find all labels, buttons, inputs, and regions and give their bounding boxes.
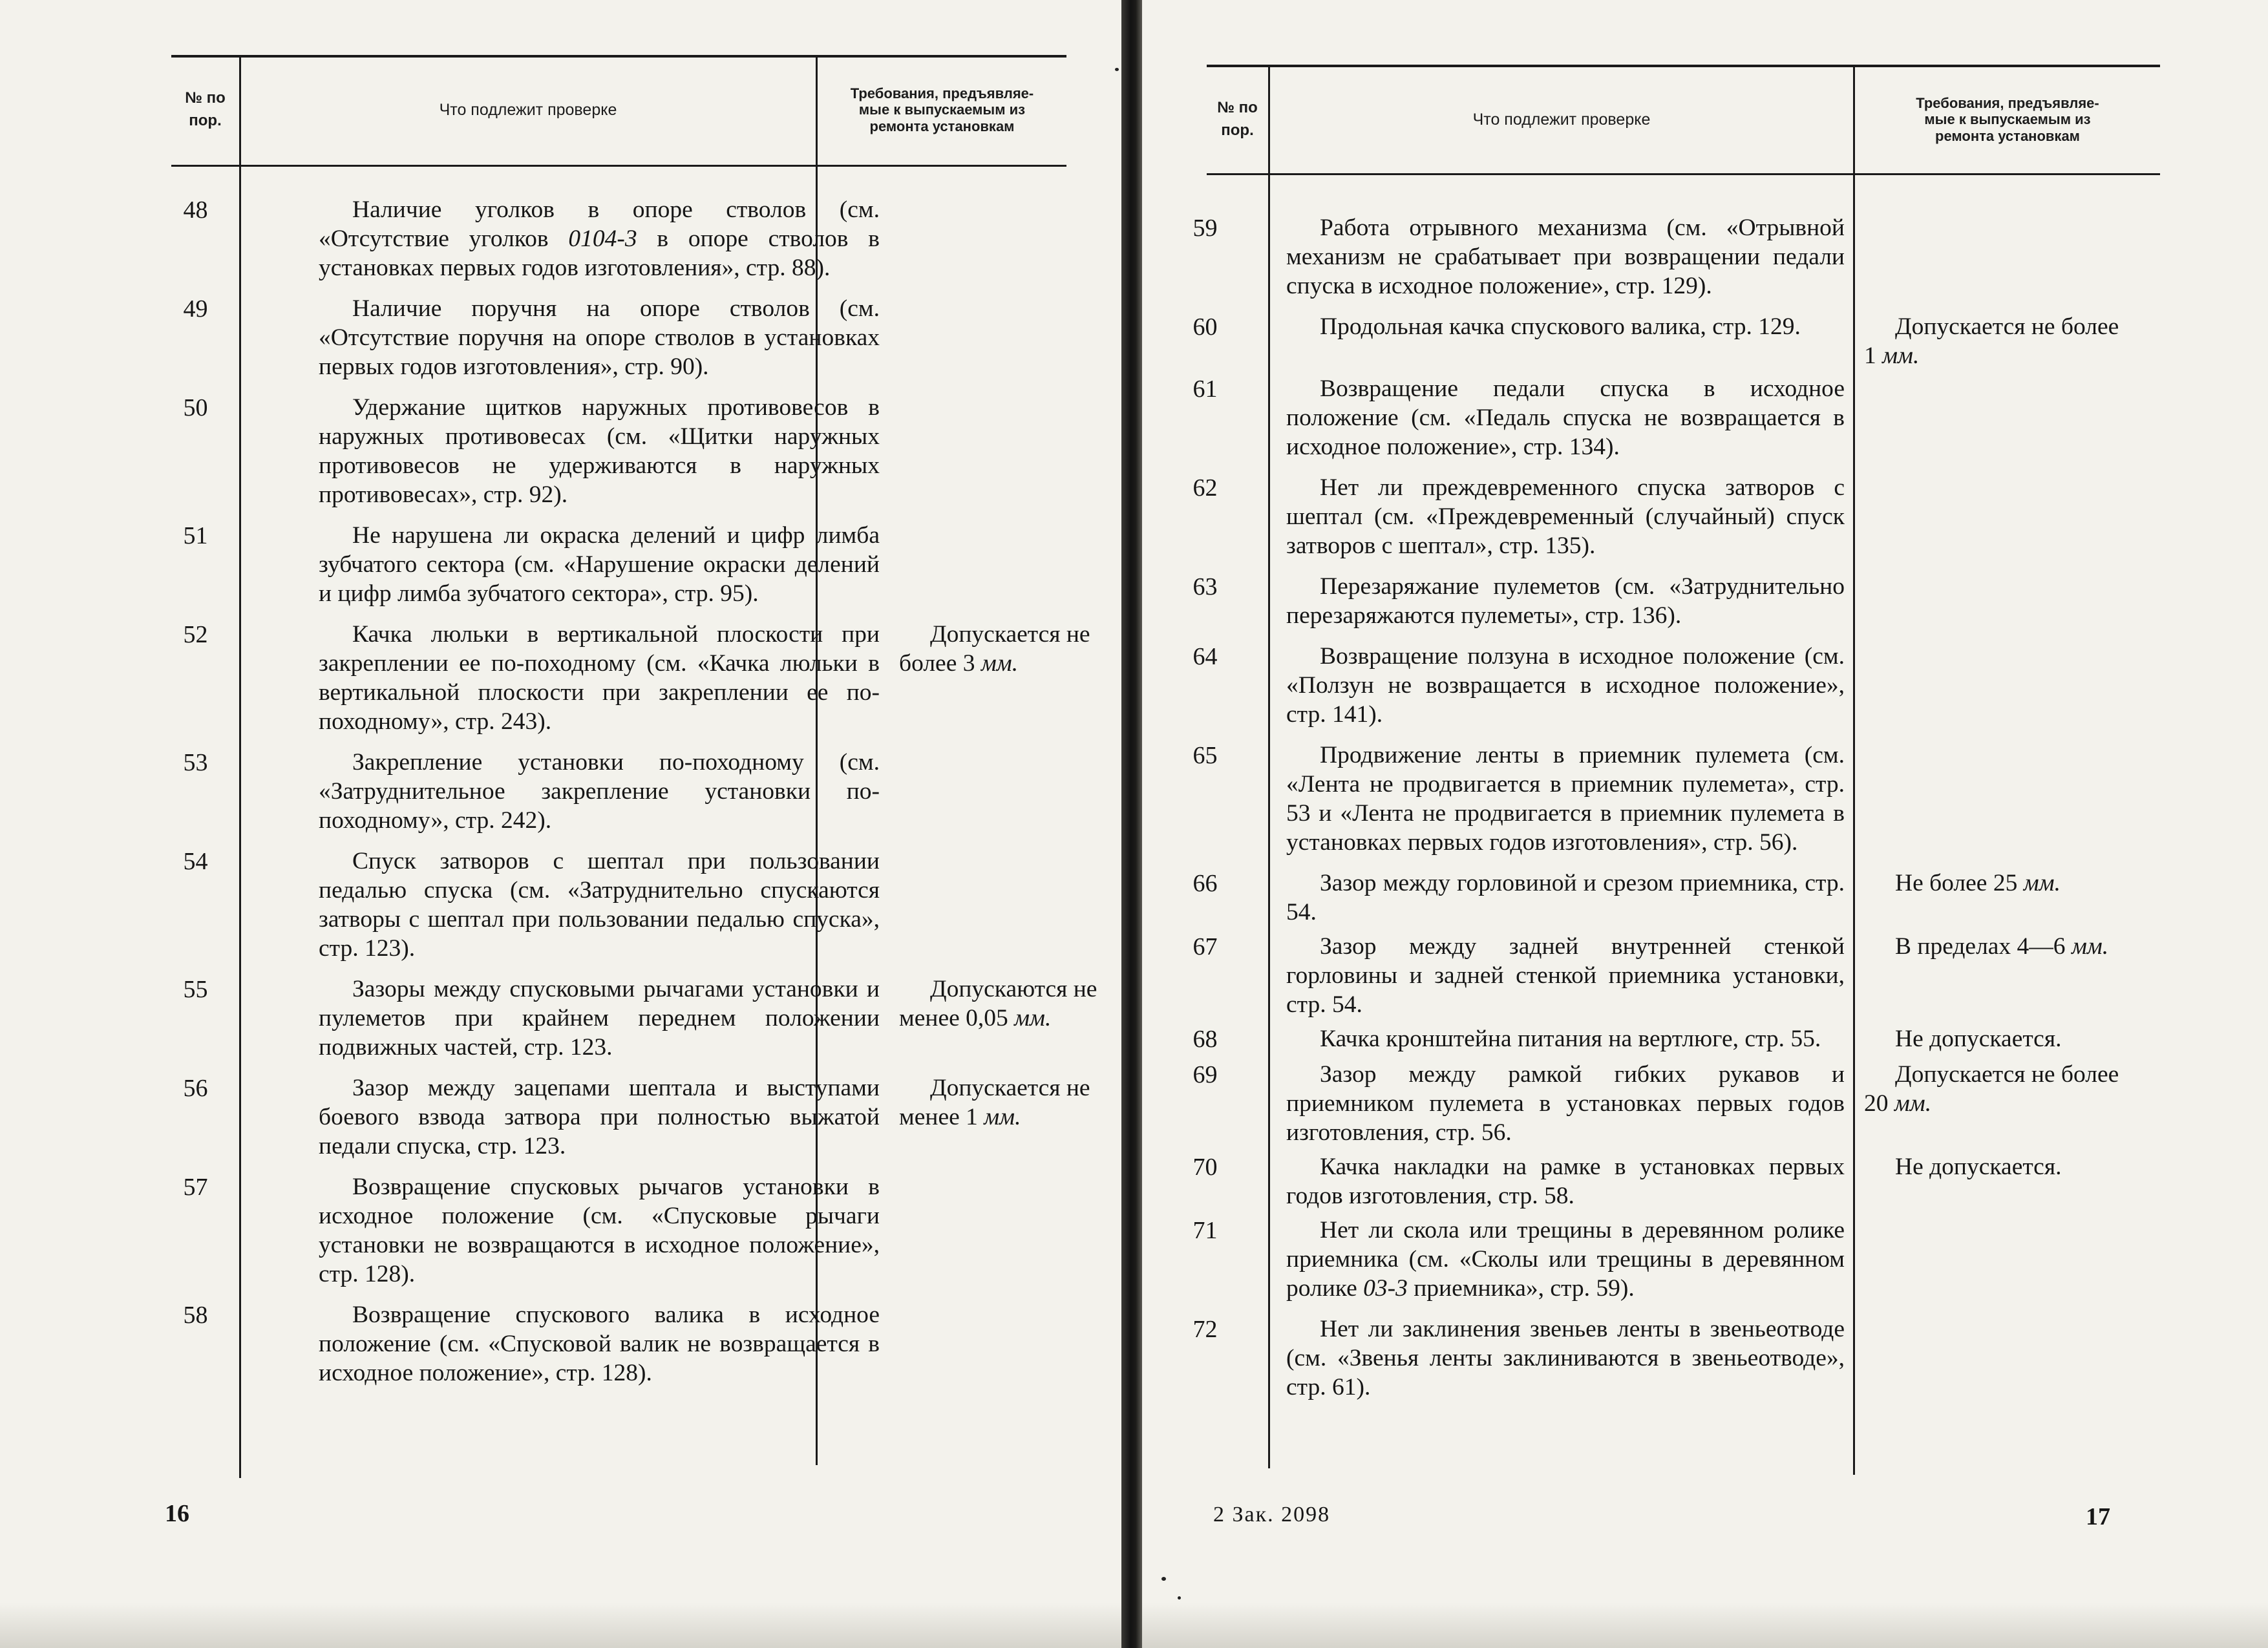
row-number: 58 — [183, 1302, 208, 1329]
row-number: 60 — [1192, 313, 1218, 341]
table-row — [1142, 932, 2268, 1019]
header-requirements-line: ремонта установкам — [869, 118, 1015, 134]
row-check-text: Зазор между задней внутренней стенкой горловины и задней стенкой приемника установки, стр. 54. — [1286, 933, 1845, 1018]
table-row — [1142, 374, 2268, 461]
row-number: 53 — [183, 749, 208, 776]
row-number: 59 — [1192, 215, 1218, 242]
header-requirements-line: мые к выпускаемым из — [858, 101, 1026, 118]
row-check-text: Наличие поручня на опоре стволов (см. «Отсутствие поручня на опоре стволов в установках первых годов изготовления», стр. 90). — [319, 295, 880, 380]
header-requirements-line: Требования, предъявляе- — [850, 85, 1034, 102]
row-check-text: Возвращение спускового валика в исходное положение (см. «Спусковой валик не возвращается в исходное положение», стр. 128). — [319, 1302, 880, 1386]
page-edge-shadow — [1142, 1603, 2268, 1648]
header-what-to-check: Что подлежит проверке — [1472, 110, 1651, 129]
print-order-mark: 2 Зак. 2098 — [1213, 1503, 1331, 1527]
page-number: 17 — [2086, 1503, 2110, 1530]
header-requirements — [1855, 74, 2160, 165]
table-row — [84, 620, 1121, 736]
row-requirement: Допускается не более 1 мм. — [1864, 313, 2119, 369]
row-check-text: Нет ли преждевременного спуска затворов с шептал (см. «Преждевременный (случайный) спуск затворов с шептал», стр. 135). — [1286, 474, 1845, 559]
row-number: 71 — [1192, 1217, 1218, 1244]
table-row — [1142, 642, 2268, 729]
header-number-line: пор. — [189, 112, 222, 129]
header-requirements-line: Требования, предъявляе- — [1916, 95, 2099, 112]
row-check-text: Зазоры между спусковыми рычагами установки и пулеметов при крайнем переднем положении подвижных частей, стр. 123. — [319, 976, 880, 1061]
table-row — [84, 294, 1121, 381]
table-row — [1142, 572, 2268, 630]
header-requirements-line: ремонта установкам — [1935, 127, 2080, 144]
row-number: 70 — [1192, 1154, 1218, 1181]
page-number: 16 — [165, 1500, 189, 1527]
row-number: 55 — [183, 976, 208, 1003]
row-number: 50 — [183, 394, 208, 421]
table-row — [1142, 869, 2268, 927]
header-number — [1207, 74, 1268, 165]
row-number: 48 — [183, 196, 208, 224]
row-check-text: Продольная качка спускового валика, стр. 129. — [1320, 313, 1801, 340]
right-page — [1142, 0, 2268, 1648]
row-requirement: Не допускается. — [1895, 1154, 2062, 1180]
print-speck — [1178, 1596, 1181, 1600]
row-number: 63 — [1192, 573, 1218, 600]
table-row — [84, 1300, 1121, 1388]
left-page — [0, 0, 1121, 1648]
table-body — [1142, 213, 2268, 1413]
header-number-line: пор. — [1221, 121, 1254, 139]
row-requirement: Не допускается. — [1895, 1026, 2062, 1052]
row-number: 54 — [183, 848, 208, 875]
print-speck — [1115, 68, 1119, 71]
table-row — [1142, 1024, 2268, 1055]
row-check-text: Работа отрывного механизма (см. «Отрывной механизм не срабатывает при возвращении педали спуска в исходное положение», стр. 129). — [1286, 215, 1845, 299]
row-check-text: Закрепление установки по-походному (см. «Затруднительное закрепление установки по-походному», стр. 242). — [319, 749, 880, 834]
table-row — [84, 393, 1121, 509]
header-bottom-rule — [1207, 173, 2160, 175]
row-requirement: В пределах 4—6 мм. — [1895, 933, 2109, 960]
table-row — [84, 1073, 1121, 1161]
row-requirement: Допускаются не менее 0,05 мм. — [899, 976, 1097, 1031]
header-requirements — [818, 65, 1066, 155]
table-row — [1142, 741, 2268, 857]
row-check-text: Возвращение спусковых рычагов установки в исходное положение (см. «Спусковые рычаги установки не возвращаются в исходное положение», стр. 128). — [319, 1174, 880, 1287]
row-check-text: Зазор между горловиной и срезом приемника, стр. 54. — [1286, 870, 1845, 925]
table-row — [1142, 213, 2268, 301]
row-number: 52 — [183, 621, 208, 648]
table-row — [1142, 312, 2268, 370]
row-check-text: Качка накладки на рамке в установках первых годов изготовления, стр. 58. — [1286, 1154, 1845, 1209]
row-check-text: Перезаряжание пулеметов (см. «Затруднительно перезаряжаются пулеметы», стр. 136). — [1286, 573, 1845, 629]
header-bottom-rule — [171, 165, 1066, 167]
row-check-text: Зазор между зацепами шептала и выступами боевого взвода затвора при полностью выжатой педали спуска, стр. 123. — [319, 1075, 880, 1159]
row-number: 49 — [183, 295, 208, 322]
table-row — [1142, 1060, 2268, 1147]
row-requirement: Допускается не более 3 мм. — [899, 621, 1090, 677]
print-speck — [1161, 1577, 1166, 1581]
row-number: 66 — [1192, 870, 1218, 897]
row-number: 64 — [1192, 643, 1218, 670]
header-requirements-line: мые к выпускаемым из — [1924, 111, 2091, 128]
table-row — [1142, 1152, 2268, 1210]
row-requirement: Допускается не менее 1 мм. — [899, 1075, 1090, 1130]
table-row — [1142, 473, 2268, 560]
row-number: 57 — [183, 1174, 208, 1201]
table-row — [84, 521, 1121, 608]
table-body — [84, 195, 1121, 1399]
table-row — [84, 975, 1121, 1062]
row-check-text: Наличие уголков в опоре стволов (см. «Отсутствие уголков 0104-3 в опоре стволов в установках первых годов изготовления», стр. 88). — [319, 196, 880, 281]
table-row — [84, 1172, 1121, 1289]
row-number: 67 — [1192, 933, 1218, 960]
row-number: 61 — [1192, 375, 1218, 403]
header-number-line: № по — [185, 89, 226, 107]
header-what-to-check: Что подлежит проверке — [439, 100, 617, 119]
row-number: 72 — [1192, 1316, 1218, 1343]
row-check-text: Спуск затворов с шептал при пользовании педалью спуска (см. «Затруднительно спускаются затворы с шептал при пользовании педалью спуска», стр. 123). — [319, 848, 880, 962]
row-number: 68 — [1192, 1026, 1218, 1053]
row-number: 62 — [1192, 474, 1218, 502]
table-row — [1142, 1216, 2268, 1303]
table-row — [84, 195, 1121, 282]
page-edge-shadow — [0, 1603, 1121, 1648]
book-spine — [1121, 0, 1142, 1648]
table-row — [84, 748, 1121, 835]
row-requirement: Допускается не более 20 мм. — [1864, 1061, 2119, 1117]
row-check-text: Нет ли заклинения звеньев ленты в звеньеотводе (см. «Звенья ленты заклиниваются в звеньеотводе», стр. 61). — [1286, 1316, 1845, 1400]
row-check-text: Продвижение ленты в приемник пулемета (см. «Лента не продвигается в приемник пулемета», стр. 53 и «Лента не продвигается в приемник пулемета в установках первых годов изготовления», стр. 56). — [1286, 742, 1845, 856]
row-check-text: Возвращение педали спуска в исходное положение (см. «Педаль спуска не возвращается в исходное положение», стр. 134). — [1286, 375, 1845, 460]
row-number: 69 — [1192, 1061, 1218, 1088]
table-row — [84, 847, 1121, 963]
row-number: 51 — [183, 522, 208, 549]
row-check-text: Качка кронштейна питания на вертлюге, стр. 55. — [1320, 1026, 1821, 1052]
table-top-rule — [171, 55, 1066, 58]
header-number — [171, 65, 239, 155]
table-top-rule — [1207, 65, 2160, 67]
row-check-text: Возвращение ползуна в исходное положение (см. «Ползун не возвращается в исходное положение», стр. 141). — [1286, 643, 1845, 728]
row-check-text: Не нарушена ли окраска делений и цифр лимба зубчатого сектора (см. «Нарушение окраски делений и цифр лимба зубчатого сектора», стр. 95). — [319, 522, 880, 607]
row-check-text: Качка люльки в вертикальной плоскости при закреплении ее по-походному (см. «Качка люльки в вертикальной плоскости при закреплении ее по-походному», стр. 243). — [319, 621, 880, 735]
row-check-text: Нет ли скола или трещины в деревянном ролике приемника (см. «Сколы или трещины в деревянном ролике 03-3 приемника», стр. 59). — [1286, 1217, 1845, 1302]
row-number: 65 — [1192, 742, 1218, 769]
row-check-text: Удержание щитков наружных противовесов в наружных противовесах (см. «Щитки наружных противовесов не удерживаются в наружных противовесах», стр. 92). — [319, 394, 880, 508]
header-number-line: № по — [1217, 99, 1258, 117]
row-requirement: Не более 25 мм. — [1895, 870, 2061, 896]
row-number: 56 — [183, 1075, 208, 1102]
table-row — [1142, 1315, 2268, 1402]
row-check-text: Зазор между рамкой гибких рукавов и приемником пулемета в установках первых годов изготовления, стр. 56. — [1286, 1061, 1845, 1146]
